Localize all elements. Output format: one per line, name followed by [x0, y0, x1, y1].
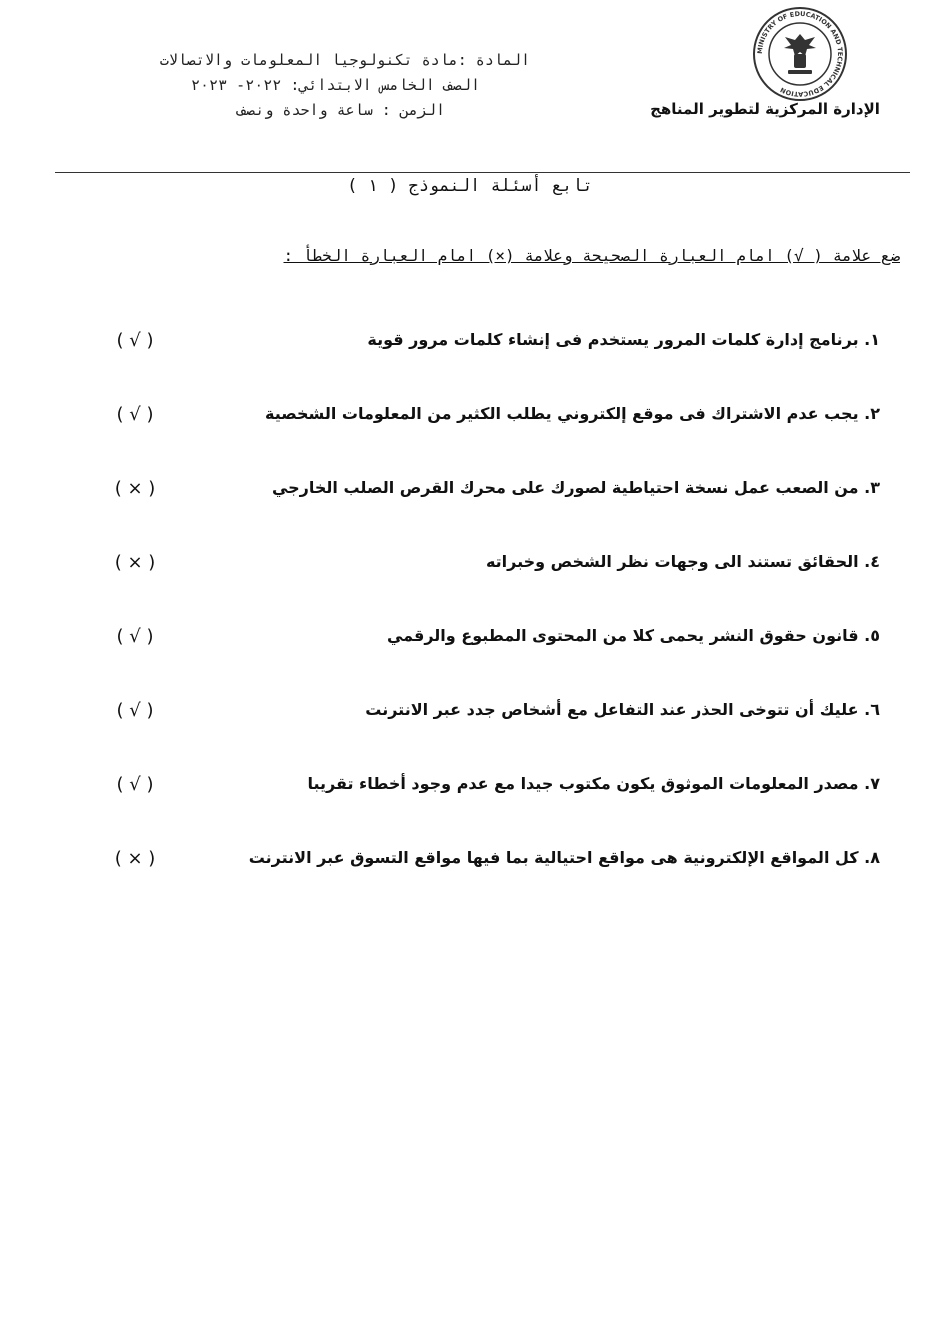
grade-line: الصف الخامس الابتدائي: ٢٠٢٢- ٢٠٢٣: [191, 76, 480, 94]
answer-mark: ( √ ): [116, 330, 154, 351]
question-row: [95, 404, 880, 478]
answer-mark: ( × ): [114, 478, 156, 499]
question-text: ٧. مصدر المعلومات الموثوق يكون مكتوب جيدا مع عدم وجود أخطاء تقريبا: [307, 774, 880, 793]
subject-line: المادة :مادة تكنولوجيا المعلومات والاتصالات: [159, 51, 530, 69]
questions-list: [95, 330, 880, 922]
question-row: [95, 774, 880, 848]
ministry-seal-icon: [752, 6, 848, 102]
exam-info: [50, 48, 530, 123]
question-row: [95, 552, 880, 626]
question-text: ٥. قانون حقوق النشر يحمى كلا من المحتوى المطبوع والرقمي: [386, 626, 880, 645]
question-row: [95, 700, 880, 774]
time-line: الزمن : ساعة واحدة ونصف: [237, 101, 445, 119]
question-text: ١. برنامج إدارة كلمات المرور يستخدم فى إنشاء كلمات مرور قوية: [367, 330, 880, 349]
question-text: ٣. من الصعب عمل نسخة احتياطية لصورك على محرك القرص الصلب الخارجي: [271, 478, 880, 497]
header-divider: [55, 172, 910, 173]
answer-mark: ( √ ): [116, 404, 154, 425]
question-row: [95, 478, 880, 552]
seal-ring-text: MINISTRY OF EDUCATION AND TECHNICAL EDUCATION: [755, 9, 845, 99]
model-title: تابع أسئلة النموذج ( ١ ): [347, 176, 593, 196]
question-text: ٤. الحقائق تستند الى وجهات نظر الشخص وخبراته: [485, 552, 880, 571]
question-row: [95, 330, 880, 404]
question-text: ٨. كل المواقع الإلكترونية هى مواقع احتيالية بما فيها مواقع التسوق عبر الانترنت: [248, 848, 880, 867]
question-row: [95, 626, 880, 700]
question-row: [95, 848, 880, 922]
answer-mark: ( √ ): [116, 700, 154, 721]
instruction-text: ضع علامة ( √) امام العبارة الصحيحة وعلامة (×) امام العبارة الخطأ :: [283, 246, 900, 265]
answer-mark: ( √ ): [116, 774, 154, 795]
answer-mark: ( × ): [114, 848, 156, 869]
department-name: الإدارة المركزية لتطوير المناهج: [650, 100, 880, 118]
question-text: ٢. يجب عدم الاشتراك فى موقع إلكتروني يطلب الكثير من المعلومات الشخصية: [265, 404, 880, 423]
answer-mark: ( × ): [114, 552, 156, 573]
question-text: ٦. عليك أن تتوخى الحذر عند التفاعل مع أشخاص جدد عبر الانترنت: [365, 700, 880, 719]
answer-mark: ( √ ): [116, 626, 154, 647]
